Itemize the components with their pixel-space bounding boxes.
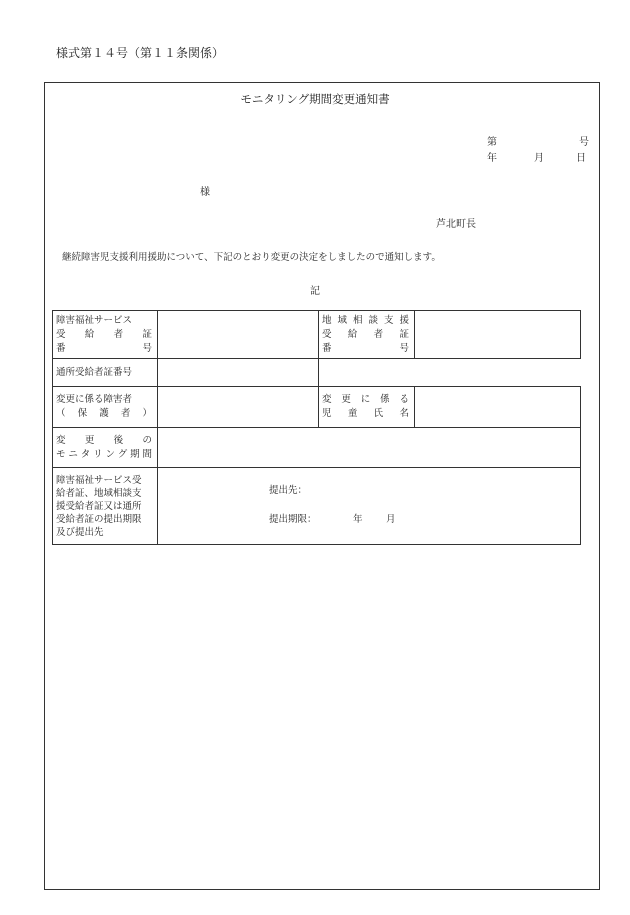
- submission-label: [53, 468, 158, 545]
- date-year-label: 年: [487, 153, 497, 164]
- issuer-name: 芦北町長: [436, 219, 476, 230]
- notification-table: [52, 310, 581, 545]
- row-service-certificate: [53, 311, 581, 359]
- regional-support-certificate-label: [319, 311, 415, 359]
- label-line: 番 号: [322, 342, 409, 354]
- guardian-label: [53, 387, 158, 428]
- service-certificate-number-cells[interactable]: [158, 311, 319, 359]
- monitoring-period-field[interactable]: [158, 428, 581, 468]
- deadline-year-label: 年: [353, 514, 363, 525]
- number-label-go: 号: [579, 137, 589, 148]
- label-line: 障害福祉サービス受: [56, 474, 142, 486]
- label-line: モニタリング期間: [56, 448, 152, 460]
- label-line: 変更に係る障害者: [56, 394, 133, 405]
- guardian-name-field[interactable]: [158, 387, 319, 428]
- label-line: 障害福祉サービス: [56, 314, 133, 326]
- label-line: 児 童 氏 名: [322, 408, 409, 419]
- label-line: 受給者証の提出期限: [56, 513, 142, 525]
- submit-to-label: 提出先：: [269, 485, 308, 496]
- number-label-dai: 第: [487, 137, 497, 148]
- label-line: 変 更 後 の: [56, 434, 152, 446]
- deadline-month-label: 月: [386, 514, 396, 525]
- label-line: 受 給 者 証: [56, 328, 152, 340]
- document-title: モニタリング期間変更通知書: [240, 92, 390, 106]
- service-certificate-label: [53, 311, 158, 359]
- row-day-care-certificate: [53, 359, 581, 387]
- deadline-label: 提出期限：: [269, 514, 317, 525]
- row2-empty-area: [319, 359, 581, 387]
- label-line: （ 保 護 者 ）: [56, 408, 152, 419]
- day-care-certificate-number-cells[interactable]: [158, 359, 319, 387]
- regional-support-certificate-number-cells[interactable]: [415, 311, 581, 359]
- label-line: 変 更 に 係 る: [322, 394, 409, 405]
- date-day-label: 日: [576, 153, 586, 164]
- child-name-label: [319, 387, 415, 428]
- child-name-field[interactable]: [415, 387, 581, 428]
- label-line: 給者証、地域相談支: [56, 487, 142, 499]
- submission-field[interactable]: [158, 468, 581, 545]
- row-monitoring-period: [53, 428, 581, 468]
- label-line: 受 給 者 証: [322, 328, 409, 340]
- label-line: 援受給者証又は通所: [56, 500, 142, 512]
- notice-text: 継続障害児支援利用援助について、下記のとおり変更の決定をしましたので通知します。: [62, 252, 441, 263]
- ki-heading: 記: [310, 286, 320, 297]
- label-line: 地 域 相 談 支 援: [322, 314, 409, 326]
- day-care-certificate-label: 通所受給者証番号: [53, 359, 158, 387]
- monitoring-period-label: [53, 428, 158, 468]
- label-line: 及び提出先: [56, 526, 104, 538]
- label-line: 番 号: [56, 342, 152, 354]
- date-month-label: 月: [534, 153, 544, 164]
- row-guardian-child: [53, 387, 581, 428]
- addressee-suffix: 様: [200, 187, 210, 198]
- row-submission: [53, 468, 581, 545]
- form-number: 様式第１４号（第１１条関係）: [56, 46, 225, 60]
